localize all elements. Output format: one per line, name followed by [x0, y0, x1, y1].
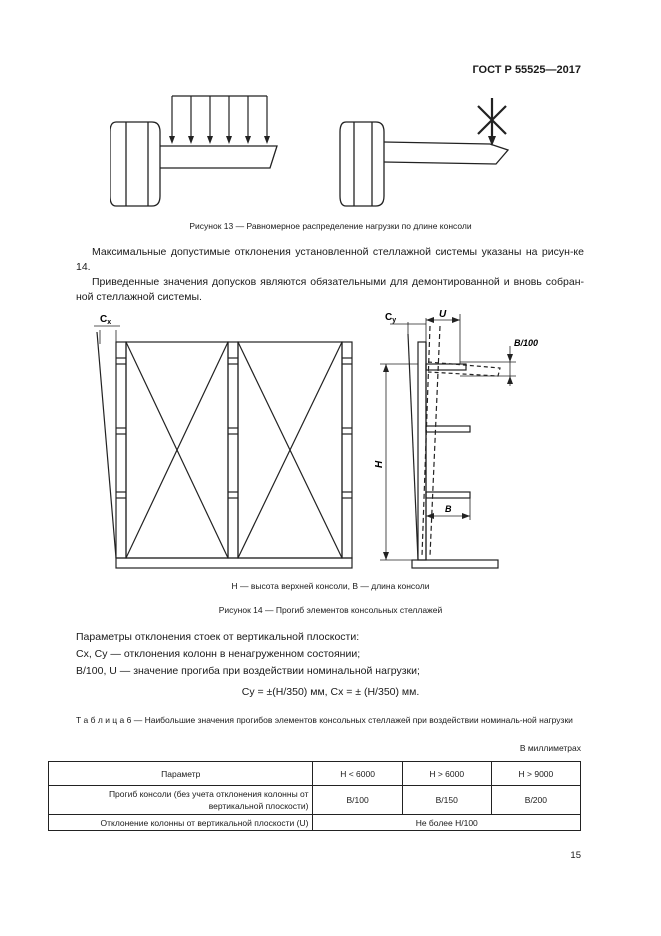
- table-6-units: В миллиметрах: [519, 743, 581, 753]
- label-cy: $C_y$: [385, 312, 397, 324]
- parameter-list: [76, 629, 586, 680]
- paragraph: Приведенные значения допусков являются обязательными для демонтированной и вновь собран-ной стеллажной системы.: [76, 276, 584, 303]
- table-6: [48, 761, 581, 831]
- table-cell: Прогиб консоли (без учета отклонения колонны от вертикальной плоскости): [49, 786, 313, 815]
- params-b-u: B/100, U — значение прогиба при воздействии номинальной нагрузки;: [76, 665, 420, 677]
- page-number: 15: [570, 850, 581, 861]
- params-intro: Параметры отклонения стоек от вертикальной плоскости:: [76, 631, 360, 643]
- label-u: U: [439, 309, 447, 320]
- figure-13-drawing: [110, 88, 530, 216]
- figure-14-legend: H — высота верхней консоли, B — длина консоли: [231, 581, 430, 591]
- table-cell: Отклонение колонны от вертикальной плоскости (U): [49, 815, 313, 831]
- table-cell: B/100: [313, 786, 402, 815]
- figure-14-drawing: [80, 306, 560, 576]
- paragraph: Максимальные допустимые отклонения установленной стеллажной системы указаны на рисун-ке 14.: [76, 246, 584, 273]
- standard-number: ГОСТ Р 55525—2017: [472, 64, 581, 76]
- label-cx: $C_x$: [100, 314, 112, 326]
- header-cell: H > 9000: [491, 762, 580, 786]
- table-6-caption: Т а б л и ц а 6 — Наибольшие значения прогибов элементов консольных стеллажей при воздействии номиналь-ной нагрузки: [76, 715, 573, 725]
- label-b: B: [445, 504, 452, 514]
- formula: Cy = ±(H/350) мм, Cx = ± (H/350) мм.: [241, 686, 420, 698]
- table-cell: Не более H/100: [313, 815, 581, 831]
- figure-14-caption: Рисунок 14 — Прогиб элементов консольных стеллажей: [218, 605, 443, 615]
- body-text: [76, 245, 584, 305]
- table-cell: B/200: [491, 786, 580, 815]
- table-row: [49, 786, 581, 815]
- params-cx-cy: Cx, Cy — отклонения колонн в ненагруженном состоянии;: [76, 648, 361, 660]
- label-b100: B/100: [514, 338, 539, 348]
- table-row: [49, 815, 581, 831]
- table-cell: B/150: [402, 786, 491, 815]
- header-cell: Параметр: [49, 762, 313, 786]
- header-cell: H < 6000: [313, 762, 402, 786]
- header-cell: H > 6000: [402, 762, 491, 786]
- label-h: H: [374, 460, 385, 468]
- figure-13-caption: Рисунок 13 — Равномерное распределение нагрузки по длине консоли: [189, 221, 472, 231]
- table-header-row: [49, 762, 581, 786]
